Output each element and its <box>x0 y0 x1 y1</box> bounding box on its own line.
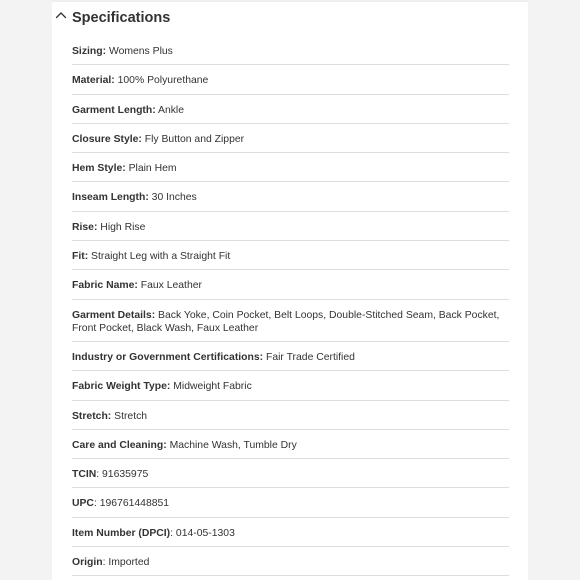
spec-label: Stretch: <box>72 410 112 422</box>
spec-value: Midweight Fabric <box>170 381 252 393</box>
section-title: Specifications <box>72 10 171 26</box>
spec-label: Rise: <box>72 221 98 233</box>
spec-value: Fly Button and Zipper <box>141 133 245 145</box>
spec-label: Fabric Weight Type: <box>72 381 171 393</box>
spec-label: Closure Style: <box>72 133 142 145</box>
spec-label: Material: <box>72 75 115 87</box>
spec-row-upc <box>72 488 509 517</box>
spec-value: Fair Trade Certified <box>263 351 355 363</box>
spec-row-fabric-weight-type <box>72 371 509 400</box>
spec-row-tcin <box>72 459 509 488</box>
spec-label: Item Number (DPCI) <box>72 527 171 539</box>
spec-label: Origin <box>72 557 103 569</box>
spec-row-garment-details <box>72 300 509 342</box>
product-details-panel <box>52 0 528 580</box>
spec-label: Care and Cleaning: <box>72 439 167 451</box>
spec-row-fabric-name <box>72 270 509 299</box>
spec-label: TCIN <box>72 469 97 481</box>
spec-label: Sizing: <box>72 46 107 57</box>
specifications-list <box>72 36 509 576</box>
spec-label: Hem Style: <box>72 163 126 175</box>
spec-value: : 196761448851 <box>93 498 170 510</box>
spec-row-certifications <box>72 342 509 371</box>
spec-row-stretch <box>72 401 509 430</box>
spec-row-material <box>72 65 509 94</box>
specifications-accordion-header[interactable] <box>52 2 528 34</box>
spec-value: Back Yoke, Coin Pocket, Belt Loops, Double-Stitched Seam, Back Pocket, Front Pocket, Black Wash, Faux Leather <box>72 309 500 334</box>
chevron-up-icon[interactable] <box>55 9 67 21</box>
spec-value: Faux Leather <box>137 280 202 292</box>
spec-value: Straight Leg with a Straight Fit <box>88 251 231 263</box>
spec-row-hem-style <box>72 153 509 182</box>
spec-label: Garment Length: <box>72 104 156 116</box>
spec-label: Garment Details: <box>72 309 156 321</box>
spec-value: : Imported <box>102 557 150 569</box>
spec-row-item-number <box>72 518 509 547</box>
spec-value: Ankle <box>155 104 185 116</box>
spec-row-closure-style <box>72 124 509 153</box>
spec-value: Stretch <box>111 410 148 422</box>
spec-row-origin <box>72 547 509 576</box>
spec-label: Industry or Government Certifications: <box>72 351 264 363</box>
spec-value: Machine Wash, Tumble Dry <box>166 439 297 451</box>
spec-row-care-and-cleaning <box>72 430 509 459</box>
spec-value: Plain Hem <box>125 163 177 175</box>
spec-row-fit <box>72 241 509 270</box>
spec-row-rise <box>72 212 509 241</box>
spec-value: High Rise <box>97 221 146 233</box>
spec-label: Inseam Length: <box>72 192 149 204</box>
spec-value: : 014-05-1303 <box>170 527 235 539</box>
spec-row-inseam-length <box>72 182 509 211</box>
spec-row-sizing <box>72 36 509 65</box>
spec-value: 30 Inches <box>148 192 197 204</box>
spec-row-garment-length <box>72 95 509 124</box>
spec-label: Fabric Name: <box>72 280 138 292</box>
spec-value: Womens Plus <box>106 46 173 57</box>
spec-value: : 91635975 <box>96 469 149 481</box>
spec-label: UPC <box>72 498 94 510</box>
spec-label: Fit: <box>72 251 89 263</box>
spec-value: 100% Polyurethane <box>114 75 209 87</box>
